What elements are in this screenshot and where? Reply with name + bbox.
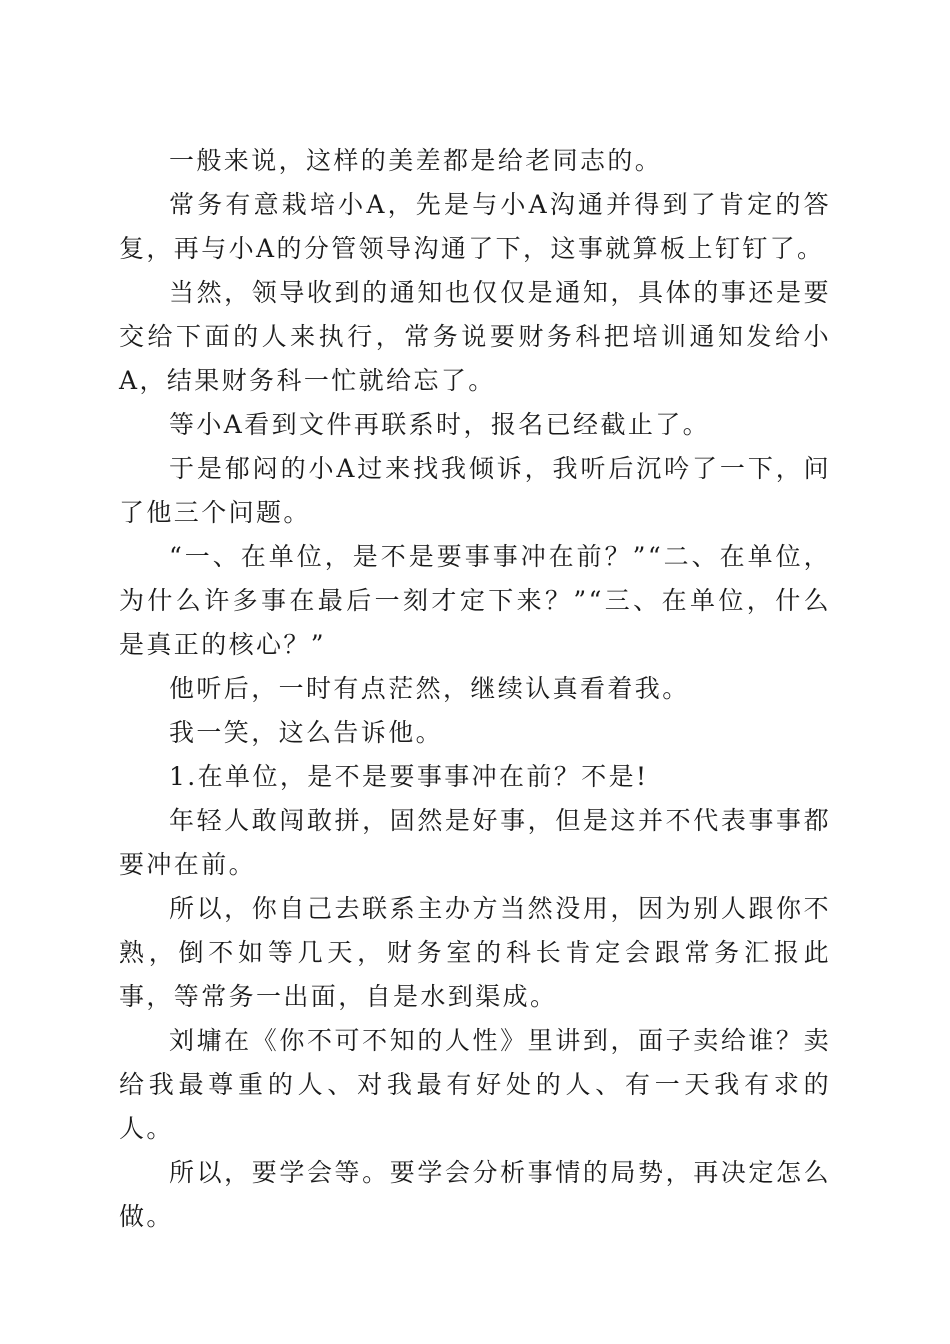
paragraph: 刘墉在《你不可不知的人性》里讲到，面子卖给谁？卖给我最尊重的人、对我最有好处的人、有一天我有求的人。 bbox=[119, 1026, 831, 1143]
paragraph: 所以，要学会等。要学会分析事情的局势，再决定怎么做。 bbox=[119, 1158, 831, 1231]
paragraph: 等小A看到文件再联系时，报名已经截止了。 bbox=[169, 410, 711, 439]
paragraph: 当然，领导收到的通知也仅仅是通知，具体的事还是要交给下面的人来执行，常务说要财务科把培训通知发给小A，结果财务科一忙就给忘了。 bbox=[119, 278, 831, 395]
paragraph: 我一笑，这么告诉他。 bbox=[169, 718, 444, 747]
paragraph: 一般来说，这样的美差都是给老同志的。 bbox=[169, 146, 663, 175]
paragraph: 于是郁闷的小A过来找我倾诉，我听后沉吟了一下，问了他三个问题。 bbox=[119, 454, 831, 527]
paragraph: 1.在单位，是不是要事事冲在前？不是! bbox=[169, 762, 649, 791]
paragraph: 年轻人敢闯敢拼，固然是好事，但是这并不代表事事都要冲在前。 bbox=[119, 806, 831, 879]
document-page bbox=[119, 0, 831, 1239]
paragraph: 所以，你自己去联系主办方当然没用，因为别人跟你不熟，倒不如等几天，财务室的科长肯定会跟常务汇报此事，等常务一出面，自是水到渠成。 bbox=[119, 894, 831, 1011]
paragraph: 他听后，一时有点茫然，继续认真看着我。 bbox=[169, 674, 690, 703]
paragraph: 常务有意栽培小A，先是与小A沟通并得到了肯定的答复，再与小A的分管领导沟通了下，这事就算板上钉钉了。 bbox=[119, 190, 831, 263]
paragraph: “一、在单位，是不是要事事冲在前？”“二、在单位，为什么许多事在最后一刻才定下来？”“三、在单位，什么是真正的核心？” bbox=[119, 542, 831, 659]
